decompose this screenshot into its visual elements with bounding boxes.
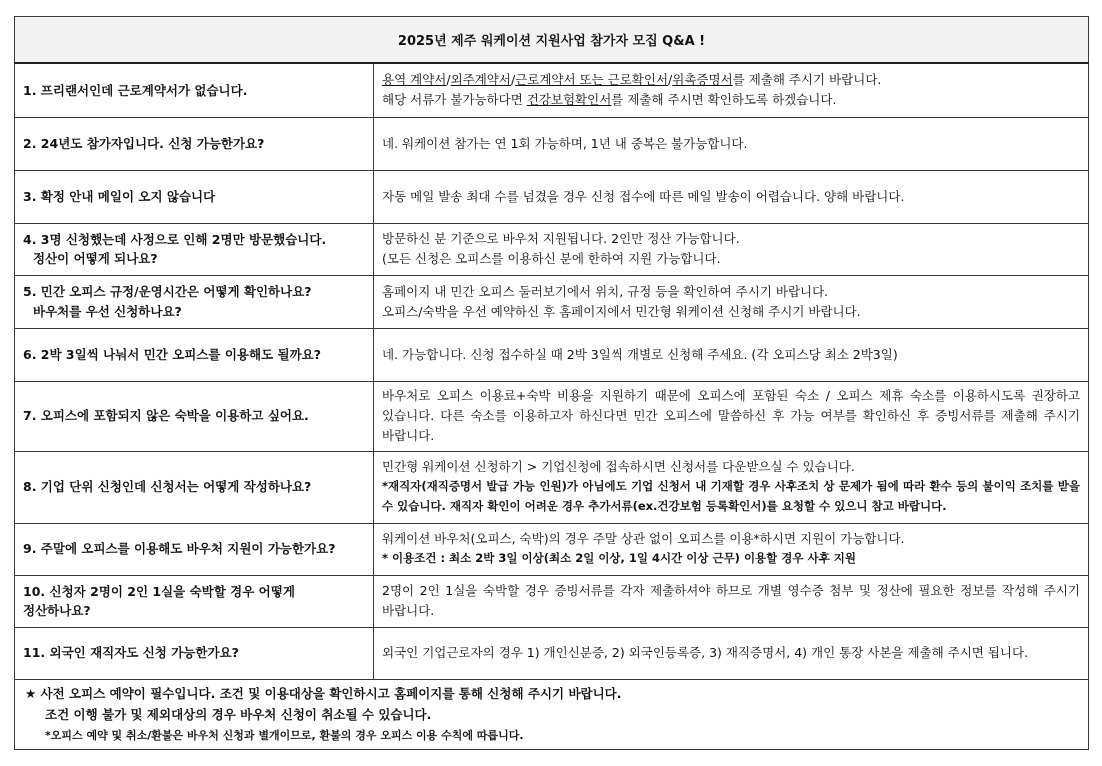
doc-health-insurance: 건강보험확인서 <box>526 92 612 108</box>
answer-5-line-2: 오피스/숙박을 우선 예약하신 후 홈페이지에서 민간형 워케이션 신청해 주시기 바랍니다. <box>382 303 861 319</box>
footer-line-3: *오피스 예약 및 취소/환불은 바우처 신청과 별개이므로, 환불의 경우 오피스 이용 수칙에 따릅니다. <box>45 729 524 743</box>
answer-8 <box>374 451 1089 523</box>
answer-text: 해당 서류가 불가능하다면 <box>382 92 527 108</box>
answer-5-line-1: 홈페이지 내 민간 오피스 둘러보기에서 위치, 규정 등을 확인하여 주시기 바랍니다. <box>382 283 829 299</box>
footer-line-1: ★ 사전 오피스 예약이 필수입니다. 조건 및 이용대상을 확인하시고 홈페이지를 통해 신청해 주시기 바랍니다. <box>25 685 622 701</box>
question-1: 1. 프리랜서인데 근로계약서가 없습니다. <box>15 63 374 117</box>
answer-11: 외국인 기업근로자의 경우 1) 개인신분증, 2) 외국인등록증, 3) 재직증명서, 4) 개인 통장 사본을 제출해 주시면 됩니다. <box>374 627 1089 679</box>
footer-line-2: 조건 이행 불가 및 제외대상의 경우 바우처 신청이 취소될 수 있습니다. <box>45 707 432 723</box>
answer-6: 네. 가능합니다. 신청 접수하실 때 2박 3일씩 개별로 신청해 주세요. (각 오피스당 최소 2박3일) <box>374 328 1089 381</box>
question-11: 11. 외국인 재직자도 신청 가능한가요? <box>15 627 374 679</box>
separator: / <box>668 72 673 88</box>
page-title: 2025년 제주 워케이션 지원사업 참가자 모집 Q&A ! <box>15 17 1089 64</box>
doc-commission-certificate: 위촉증명서 <box>672 72 733 88</box>
answer-text: 를 제출해 주시면 확인하도록 하겠습니다. <box>611 92 837 108</box>
qa-row-2 <box>15 117 1089 170</box>
qa-row-11 <box>15 627 1089 679</box>
qa-row-1 <box>15 63 1089 117</box>
question-4 <box>15 223 374 275</box>
question-3: 3. 확정 안내 메일이 오지 않습니다 <box>15 170 374 223</box>
separator: / <box>446 72 451 88</box>
doc-service-contract: 용역 계약서 <box>382 72 447 88</box>
answer-3: 자동 메일 발송 최대 수를 넘겼을 경우 신청 접수에 따른 메일 발송이 어렵습니다. 양해 바랍니다. <box>374 170 1089 223</box>
answer-4-line-1: 방문하신 분 기준으로 바우처 지원됩니다. 2인만 정산 가능합니다. <box>382 231 740 246</box>
question-4-line-1: 4. 3명 신청했는데 사정으로 인해 2명만 방문했습니다. <box>23 231 327 247</box>
question-7: 7. 오피스에 포함되지 않은 숙박을 이용하고 싶어요. <box>15 381 374 451</box>
footer-row <box>15 679 1089 750</box>
question-6: 6. 2박 3일씩 나눠서 민간 오피스를 이용해도 될까요? <box>15 328 374 381</box>
doc-outsourcing-contract: 외주계약서 <box>450 72 511 88</box>
question-5-line-1: 5. 민간 오피스 규정/운영시간은 어떻게 확인하나요? <box>23 284 312 300</box>
answer-1-line-1 <box>382 70 1080 90</box>
answer-9 <box>374 523 1089 575</box>
answer-2: 네. 워케이션 참가는 연 1회 가능하며, 1년 내 중복은 불가능합니다. <box>374 117 1089 170</box>
footer-notes <box>15 679 1089 750</box>
answer-1-line-2 <box>382 90 1080 110</box>
answer-10: 2명이 2인 1실을 숙박할 경우 증빙서류를 각자 제출하셔야 하므로 개별 영수증 첨부 및 정산에 필요한 정보를 작성해 주시기 바랍니다. <box>374 575 1089 627</box>
qa-row-6 <box>15 328 1089 381</box>
question-4-line-2: 정산이 어떻게 되나요? <box>33 251 158 266</box>
qa-row-9 <box>15 523 1089 575</box>
title-row <box>15 17 1089 64</box>
answer-text: 를 제출해 주시기 바랍니다. <box>732 72 882 88</box>
qa-row-10 <box>15 575 1089 627</box>
answer-4 <box>374 223 1089 275</box>
qa-row-5 <box>15 275 1089 328</box>
question-9: 9. 주말에 오피스를 이용해도 바우처 지원이 가능한가요? <box>15 523 374 575</box>
qa-table <box>14 16 1089 750</box>
doc-labor-contract: 근로계약서 또는 근로확인서 <box>515 72 669 88</box>
answer-9-note: * 이용조건 : 최소 2박 3일 이상(최소 2일 이상, 1일 4시간 이상 근무) 이용할 경우 사후 지원 <box>382 551 856 566</box>
question-8: 8. 기업 단위 신청인데 신청서는 어떻게 작성하나요? <box>15 451 374 523</box>
answer-4-line-2: (모든 신청은 오피스를 이용하신 분에 한하여 지원 가능합니다. <box>382 251 721 266</box>
answer-9-line-1: 워케이션 바우처(오피스, 숙박)의 경우 주말 상관 없이 오피스를 이용*하시면 지원이 가능합니다. <box>382 531 905 547</box>
answer-7: 바우처로 오피스 이용료+숙박 비용을 지원하기 때문에 오피스에 포함된 숙소 / 오피스 제휴 숙소를 이용하시도록 권장하고 있습니다. 다른 숙소를 이용하고자 하신다면 민간 오피스에 말씀하신 후 가능 여부를 확인하신 후 증빙서류를 제출해 주시기 바랍니다. <box>374 381 1089 451</box>
qa-row-4 <box>15 223 1089 275</box>
question-5-line-2: 바우처를 우선 신청하나요? <box>33 303 182 319</box>
qa-row-8 <box>15 451 1089 523</box>
question-10: 10. 신청자 2명이 2인 1실을 숙박할 경우 어떻게 정산하나요? <box>15 575 374 627</box>
qa-row-3 <box>15 170 1089 223</box>
separator: / <box>510 72 516 88</box>
answer-8-note: *재직자(재직증명서 발급 가능 인원)가 아님에도 기업 신청서 내 기재할 경우 사후조치 상 문제가 됨에 따라 환수 등의 불이익 조치를 받을 수 있습니다. 재직자 확인이 어려운 경우 추가서류(ex.건강보험 등록확인서)를 요청할 수 있으니 참고 바랍니다. <box>382 479 1081 513</box>
answer-8-line-1: 민간형 워케이션 신청하기 > 기업신청에 접속하시면 신청서를 다운받으실 수 있습니다. <box>382 459 855 475</box>
question-5 <box>15 275 374 328</box>
question-2: 2. 24년도 참가자입니다. 신청 가능한가요? <box>15 117 374 170</box>
answer-1 <box>374 63 1089 117</box>
qa-row-7 <box>15 381 1089 451</box>
answer-5 <box>374 275 1089 328</box>
